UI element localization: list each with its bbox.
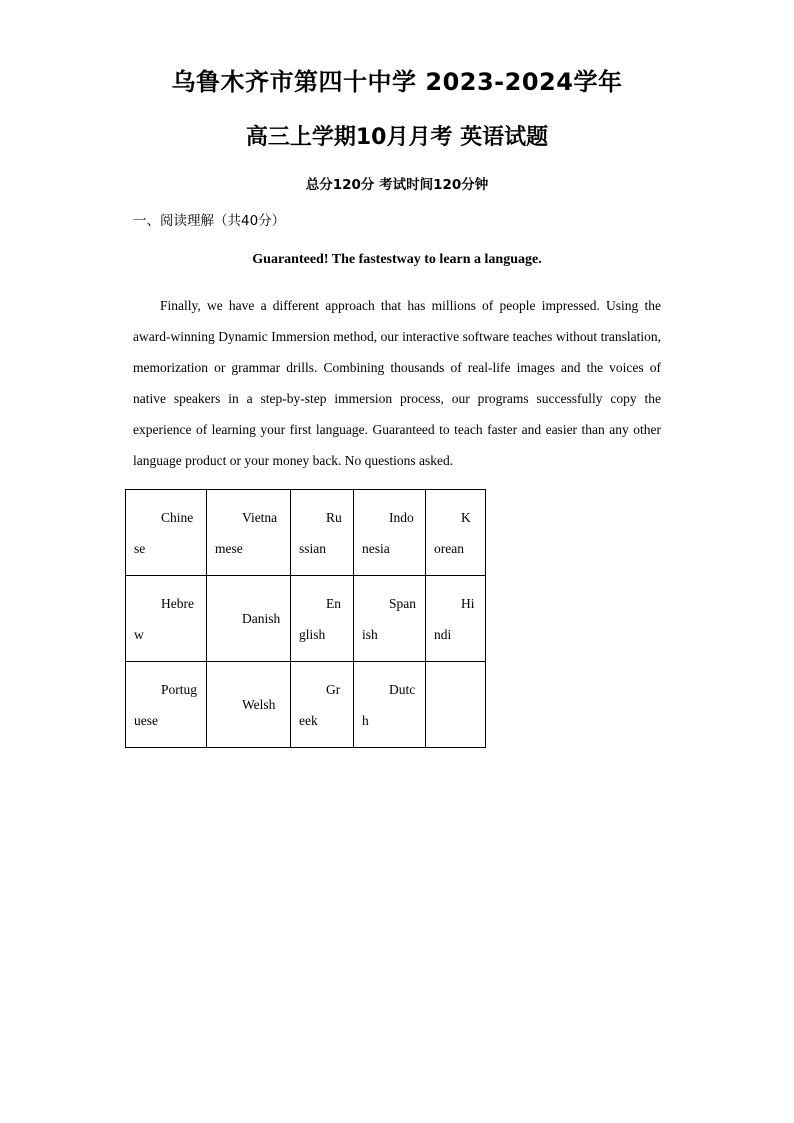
table-cell: Welsh [207, 662, 291, 748]
table-cell: Hindi [426, 576, 486, 662]
table-cell: Chinese [126, 490, 207, 576]
table-cell: Spanish [354, 576, 426, 662]
table-cell: English [291, 576, 354, 662]
table-cell: Danish [207, 576, 291, 662]
document-subtitle: 高三上学期10月月考 英语试题 [245, 125, 549, 150]
table-cell: Indonesia [354, 490, 426, 576]
document-title: 乌鲁木齐市第四十中学 2023-2024学年 [171, 68, 623, 96]
table-row [126, 662, 486, 748]
table-cell: Vietnamese [207, 490, 291, 576]
table-cell [426, 662, 486, 748]
table-cell: Portuguese [126, 662, 207, 748]
passage-body: Finally, we have a different approach that has millions of people impressed. Using the award-winning Dynamic Immersion method, our interactive software teaches without translation, memorization or grammar drills. Combining thousands of real-life images and the voices of native speakers in a step-by-step immersion process, our programs successfully copy the experience of learning your first language. Guaranteed to teach faster and easier than any other language product or your money back. No questions asked. [133, 298, 661, 468]
table-cell: Dutch [354, 662, 426, 748]
table-row [126, 576, 486, 662]
table-cell: Hebrew [126, 576, 207, 662]
table-row [126, 490, 486, 576]
table-cell: Korean [426, 490, 486, 576]
languages-table [125, 489, 486, 748]
exam-info: 总分120分 考试时间120分钟 [305, 177, 489, 193]
table-cell: Russian [291, 490, 354, 576]
section-heading: 一、阅读理解（共40分） [133, 213, 286, 229]
passage-title: Guaranteed! The fastestway to learn a language. [252, 252, 542, 267]
table-cell: Greek [291, 662, 354, 748]
